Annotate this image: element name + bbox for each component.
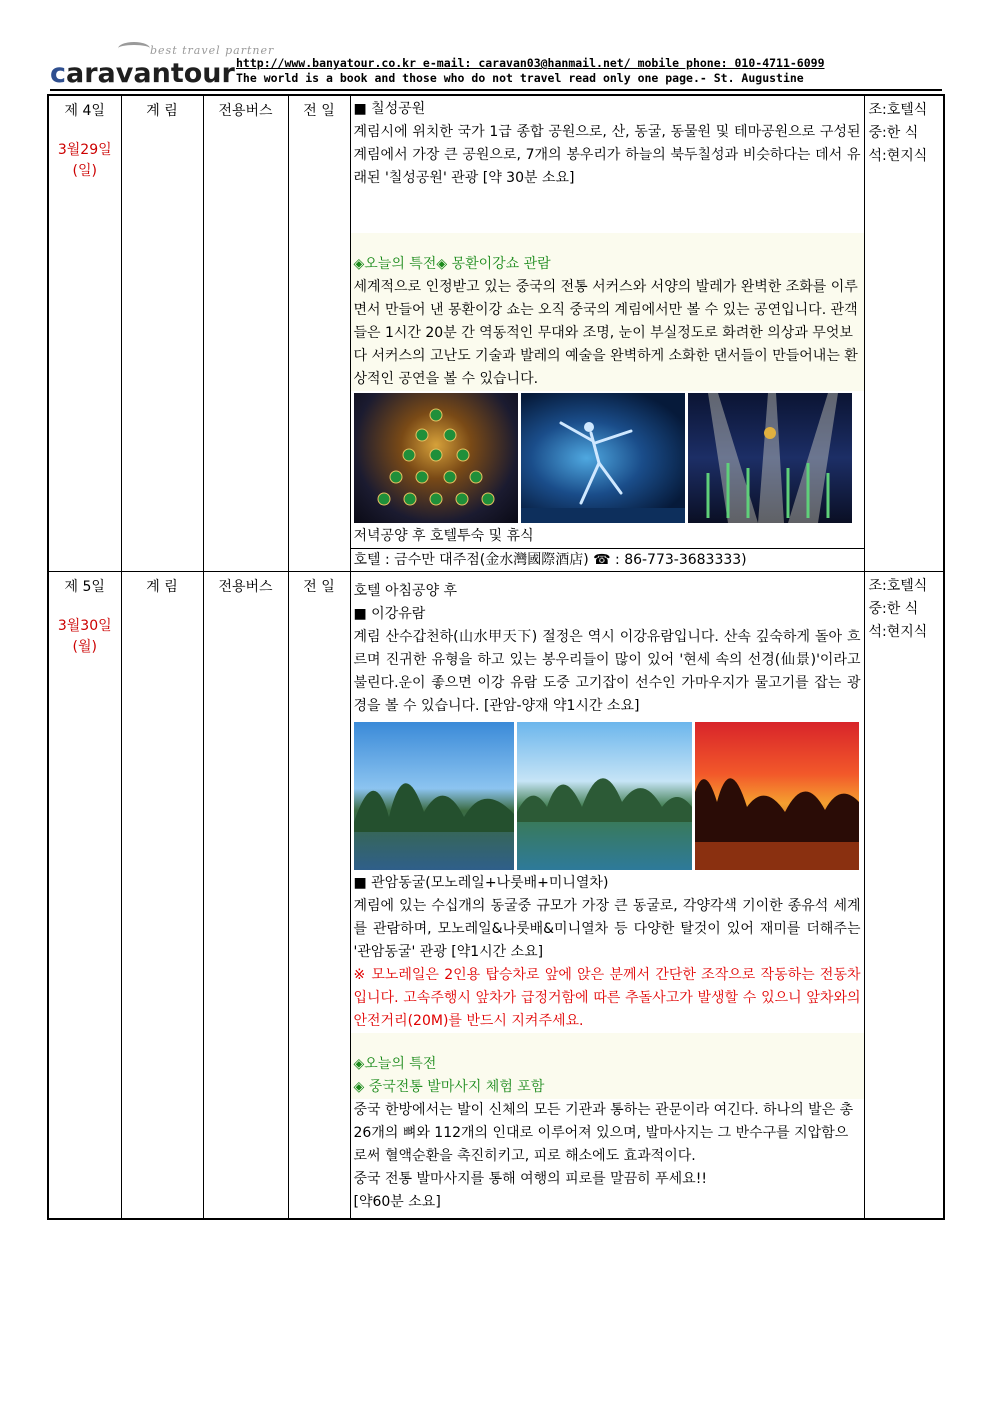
meal-cell xyxy=(864,572,944,1220)
karst-peaks-icon xyxy=(517,722,692,870)
stage-photo xyxy=(688,393,852,523)
logo-swoosh-icon xyxy=(118,42,150,55)
section-title: ■ 관암동굴(모노레일+나룻배+미니열차) xyxy=(353,875,609,891)
contact-line: http://www.banyatour.co.kr e-mail: caravan03@hanmail.net/ mobile phone: 010-4711-6099 xyxy=(236,56,825,70)
meal-breakfast: 조:호텔식 xyxy=(868,102,928,118)
day-number: 제 4일 xyxy=(64,103,105,119)
special-title: ◈오늘의 특전 xyxy=(353,1056,437,1072)
day-date: 3월30일 (월) xyxy=(57,618,112,655)
city-cell: 계 림 xyxy=(121,95,203,572)
quote-line: The world is a book and those who do not travel read only one page.- St. Augustine xyxy=(236,71,804,85)
meal-breakfast: 조:호텔식 xyxy=(868,578,928,594)
day-cell xyxy=(48,95,121,572)
meal-lunch: 중:한 식 xyxy=(868,125,919,141)
dancer-silhouette-icon xyxy=(521,393,685,523)
warning-note: ※ 모노레일은 2인용 탑승차로 앞에 앉은 분께서 간단한 조작으로 작동하는 전동차입니다. 고속주행시 앞차가 급정거함에 따른 추돌사고가 발생할 수 있으니 앞차와의 안전거리(20M)를 반드시 지켜주세요. xyxy=(353,967,861,1029)
intro-line: 호텔 아침공양 후 xyxy=(353,583,458,599)
contact-info xyxy=(236,56,825,86)
meal-cell xyxy=(864,95,944,572)
evening-note: 저녁공양 후 호텔투숙 및 휴식 xyxy=(353,528,534,544)
logo-tagline: best travel partner xyxy=(150,44,275,57)
section-body: 계림에 있는 수십개의 동굴중 규모가 가장 큰 동굴로, 각양각색 기이한 종유석 세계를 관람하며, 모노레일&나룻배&미니열차 등 다양한 탈것이 있어 재미를 더해주는 '관암동굴' 관광 [약1시간 소요] xyxy=(353,898,861,960)
time-cell: 전 일 xyxy=(288,95,350,572)
meal-dinner: 석:현지식 xyxy=(868,624,928,640)
day-date: 3월29일 (일) xyxy=(57,142,112,179)
schedule-cell xyxy=(350,95,864,572)
company-logo: caravantour xyxy=(50,58,235,89)
section-body: 계림 산수갑천하(山水甲天下) 절정은 역시 이강유람입니다. 산속 깊숙하게 돌아 흐르며 진귀한 유형을 하고 있는 봉우리들이 많이 있어 '현세 속의 선경(仙景)'이라고 불린다.운이 좋으면 이강 유람 도중 고기잡이 선수인 가마우지가 물고기를 잡는 광경을 볼 수 있습니다. [관암-양재 약1시간 소요] xyxy=(353,629,861,714)
special-body: 세계적으로 인정받고 있는 중국의 전통 서커스와 서양의 발레가 완벽한 조화를 이루면서 만들어 낸 몽환이강 쇼는 오직 중국의 계림에서만 볼 수 있는 공연입니다. 관객들은 1시간 20분 간 역동적인 무대와 조명, 눈이 부실정도로 화려한 의상과 무엇보다 서커스의 고난도 기술과 발레의 예술을 완벽하게 소화한 댄서들이 만들어내는 환상적인 공연을 볼 수 있습니다. xyxy=(353,279,858,387)
sunset-peaks-icon xyxy=(695,722,859,870)
time-cell: 전 일 xyxy=(288,572,350,1220)
photo-row xyxy=(354,393,861,523)
special-box xyxy=(351,1033,864,1099)
photo-row xyxy=(354,722,861,870)
day-row xyxy=(48,572,944,1220)
section-title: ■ 칠성공원 xyxy=(353,101,426,117)
special-body: 중국 한방에서는 발이 신체의 모든 기관과 통하는 관문이라 여긴다. 하나의 발은 총 26개의 뼈와 112개의 인대로 이루어져 있으며, 발마사지는 그 반수구를 지압함으로써 혈액순환을 촉진히키고, 피로 해소에도 효과적이다. xyxy=(353,1102,854,1164)
lake-photo xyxy=(517,722,692,870)
itinerary-table xyxy=(47,94,945,1220)
schedule-cell xyxy=(350,572,864,1220)
hotel-info: 호텔 : 금수만 대주점(金水灣國際酒店) ☎ : 86-773-3683333) xyxy=(351,548,864,571)
transport-cell: 전용버스 xyxy=(203,572,288,1220)
section-title: ■ 이강유람 xyxy=(353,606,426,622)
day-cell xyxy=(48,572,121,1220)
special-duration: [약60분 소요] xyxy=(353,1194,441,1210)
special-subtitle: ◈ 중국전통 발마사지 체험 포함 xyxy=(353,1079,545,1095)
meal-lunch: 중:한 식 xyxy=(868,601,919,617)
page-header xyxy=(50,40,942,92)
special-body-2: 중국 전통 발마사지를 통해 여행의 피로를 말끔히 푸세요!! xyxy=(353,1171,707,1187)
header-divider xyxy=(50,89,942,91)
section-body: 계림시에 위치한 국가 1급 종합 공원으로, 산, 동굴, 동물원 및 테마공원으로 구성된 계림에서 가장 큰 공원으로, 7개의 봉우리가 하늘의 북두칠성과 비슷하다는 데서 유래된 '칠성공원' 관광 [약 30분 소요] xyxy=(353,124,861,186)
sunset-photo xyxy=(695,722,859,870)
special-box xyxy=(351,233,864,391)
karst-peaks-icon xyxy=(354,722,514,870)
ballet-photo xyxy=(521,393,685,523)
acrobat-pyramid-icon xyxy=(354,393,518,523)
river-photo xyxy=(354,722,514,870)
acrobat-photo xyxy=(354,393,518,523)
special-title: ◈오늘의 특전◈ 몽환이강쇼 관람 xyxy=(353,256,551,272)
transport-cell: 전용버스 xyxy=(203,95,288,572)
day-row xyxy=(48,95,944,572)
city-cell: 계 림 xyxy=(121,572,203,1220)
meal-dinner: 석:현지식 xyxy=(868,148,928,164)
day-number: 제 5일 xyxy=(64,579,105,595)
stage-lights-icon xyxy=(688,393,852,523)
